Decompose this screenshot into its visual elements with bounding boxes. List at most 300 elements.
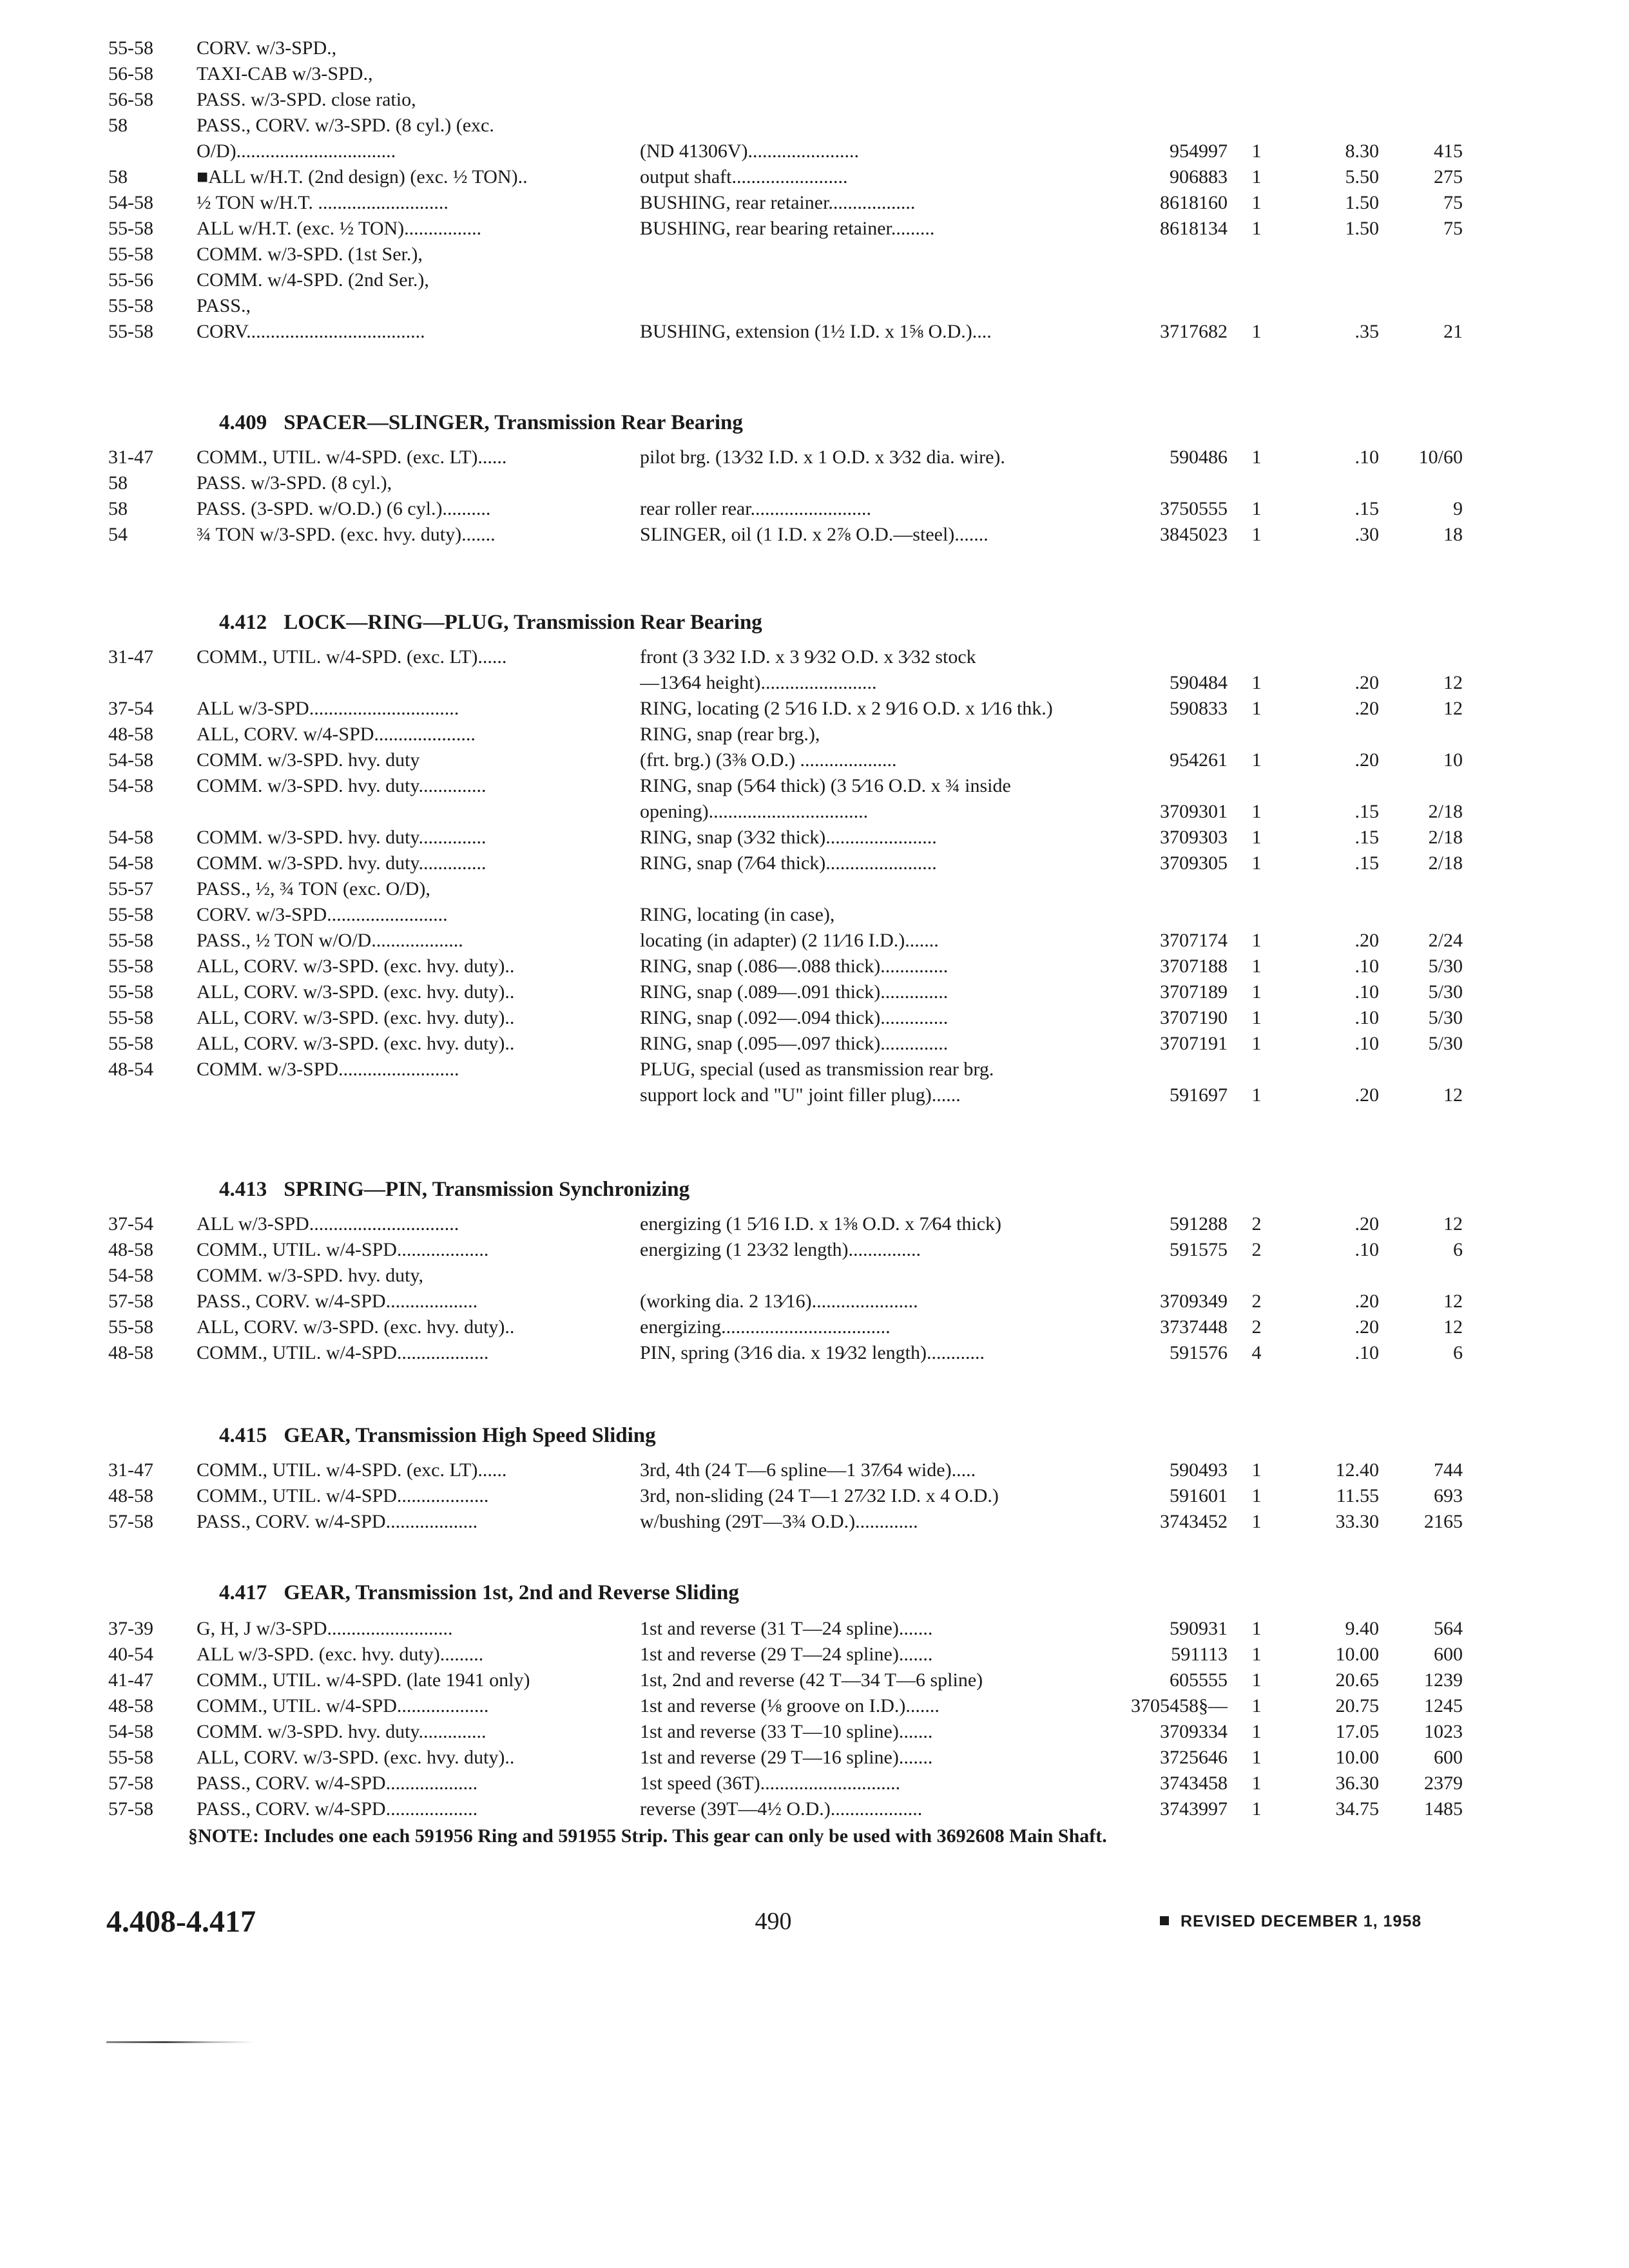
application: ALL, CORV. w/4-SPD.....................	[197, 724, 476, 745]
application: COMM., UTIL. w/4-SPD...................	[197, 1485, 489, 1506]
part-number: 3743452	[1160, 1511, 1228, 1532]
price: 8.30	[1345, 140, 1379, 162]
price: .20	[1354, 672, 1379, 693]
year-range: 55-58	[108, 218, 153, 239]
section-heading	[219, 1421, 656, 1450]
application: COMM., UTIL. w/4-SPD. (exc. LT)......	[197, 447, 507, 468]
price: 34.75	[1335, 1798, 1379, 1820]
part-number: 590931	[1170, 1618, 1228, 1639]
code: 2/18	[1428, 852, 1463, 874]
application: G, H, J w/3-SPD..........................	[197, 1618, 453, 1639]
code: 10/60	[1418, 447, 1463, 468]
part-number: 954997	[1170, 140, 1228, 162]
table-row	[0, 267, 1629, 293]
description: RING, locating (in case),	[640, 904, 835, 925]
code: 693	[1434, 1485, 1463, 1506]
parts-table	[0, 644, 1629, 1108]
table-row	[0, 1642, 1629, 1667]
price: .10	[1354, 981, 1379, 1003]
table-row	[0, 1457, 1629, 1483]
description: PLUG, special (used as transmission rear brg.	[640, 1059, 994, 1080]
quantity: 1	[1251, 827, 1262, 848]
section-heading	[219, 608, 762, 637]
part-number: 3725646	[1160, 1747, 1228, 1768]
description: energizing (1 5⁄16 I.D. x 1⅜ O.D. x 7⁄64 thick)	[640, 1213, 1002, 1235]
description: front (3 3⁄32 I.D. x 3 9⁄32 O.D. x 3⁄32 stock	[640, 646, 976, 668]
table-row	[0, 1314, 1629, 1340]
description: 3rd, 4th (24 T—6 spline—1 37⁄64 wide).....	[640, 1459, 976, 1481]
part-number: 3707189	[1160, 981, 1228, 1003]
table-row	[0, 139, 1629, 164]
quantity: 1	[1251, 1644, 1262, 1665]
quantity: 1	[1251, 1721, 1262, 1742]
table-row	[0, 670, 1629, 696]
year-range: 55-58	[108, 904, 153, 925]
description: RING, snap (rear brg.),	[640, 724, 820, 745]
quantity: 1	[1251, 1669, 1262, 1691]
year-range: 37-39	[108, 1618, 153, 1639]
table-row	[0, 319, 1629, 345]
year-range: 55-58	[108, 956, 153, 977]
description: 1st and reverse (31 T—24 spline).......	[640, 1618, 933, 1639]
part-number: 3709349	[1160, 1291, 1228, 1312]
part-number: 954261	[1170, 749, 1228, 771]
table-row	[0, 722, 1629, 747]
part-number: 3707174	[1160, 930, 1228, 951]
year-range: 54-58	[108, 1721, 153, 1742]
year-range: 56-58	[108, 63, 153, 84]
year-range: 55-58	[108, 295, 153, 316]
part-number: 3743997	[1160, 1798, 1228, 1820]
quantity: 1	[1251, 498, 1262, 519]
code: 12	[1443, 698, 1463, 719]
table-row	[0, 1340, 1629, 1366]
quantity: 1	[1251, 140, 1262, 162]
description: support lock and "U" joint filler plug)......	[640, 1084, 961, 1106]
application: COMM. w/3-SPD. hvy. duty,	[197, 1265, 423, 1286]
code: 1023	[1424, 1721, 1463, 1742]
part-number: 3709305	[1160, 852, 1228, 874]
part-number: 3709334	[1160, 1721, 1228, 1742]
description: BUSHING, rear bearing retainer.........	[640, 218, 935, 239]
year-range: 48-58	[108, 1695, 153, 1716]
code: 21	[1443, 321, 1463, 342]
application: COMM., UTIL. w/4-SPD. (exc. LT)......	[197, 1459, 507, 1481]
table-row	[0, 850, 1629, 876]
table-row	[0, 825, 1629, 850]
description: RING, snap (.086—.088 thick)..............	[640, 956, 949, 977]
price: 9.40	[1345, 1618, 1379, 1639]
application: PASS. w/3-SPD. (8 cyl.),	[197, 472, 392, 494]
description: pilot brg. (13⁄32 I.D. x 1 O.D. x 3⁄32 dia. wire).	[640, 447, 1005, 468]
part-number: 3707190	[1160, 1007, 1228, 1028]
table-row	[0, 522, 1629, 548]
table-row	[0, 1031, 1629, 1057]
application: ALL w/H.T. (exc. ½ TON)................	[197, 218, 482, 239]
table-row	[0, 87, 1629, 113]
year-range: 48-58	[108, 1342, 153, 1363]
part-number: 590484	[1170, 672, 1228, 693]
price: 36.30	[1335, 1773, 1379, 1794]
description: RING, snap (.095—.097 thick)..............	[640, 1033, 949, 1054]
quantity: 1	[1251, 166, 1262, 187]
description: locating (in adapter) (2 11⁄16 I.D.).......	[640, 930, 939, 951]
price: .15	[1354, 498, 1379, 519]
year-range: 54-58	[108, 852, 153, 874]
table-row	[0, 1693, 1629, 1719]
price: .15	[1354, 852, 1379, 874]
part-number: 590833	[1170, 698, 1228, 719]
section-title: GEAR, Transmission 1st, 2nd and Reverse Sliding	[284, 1581, 739, 1604]
quantity: 1	[1251, 524, 1262, 545]
table-row	[0, 1289, 1629, 1314]
price: .30	[1354, 524, 1379, 545]
code: 75	[1443, 218, 1463, 239]
code: 275	[1434, 166, 1463, 187]
description: 1st and reverse (33 T—10 spline).......	[640, 1721, 933, 1742]
code: 5/30	[1428, 1033, 1463, 1054]
table-row	[0, 1719, 1629, 1745]
code: 5/30	[1428, 956, 1463, 977]
code: 6	[1453, 1239, 1463, 1260]
table-row	[0, 113, 1629, 139]
section-title: SPACER—SLINGER, Transmission Rear Bearing	[284, 411, 743, 434]
application: COMM., UTIL. w/4-SPD...................	[197, 1239, 489, 1260]
application: ■ALL w/H.T. (2nd design) (exc. ½ TON)..	[197, 166, 528, 187]
table-row	[0, 902, 1629, 928]
application: COMM. w/3-SPD. hvy. duty..............	[197, 827, 487, 848]
section-heading	[219, 1175, 689, 1204]
code: 564	[1434, 1618, 1463, 1639]
description: 1st speed (36T).............................	[640, 1773, 901, 1794]
section-number: 4.415	[219, 1424, 267, 1447]
parts-table	[0, 1457, 1629, 1535]
application: ALL, CORV. w/3-SPD. (exc. hvy. duty)..	[197, 1007, 515, 1028]
table-row	[0, 470, 1629, 496]
part-number: 906883	[1170, 166, 1228, 187]
description: 1st, 2nd and reverse (42 T—34 T—6 spline)	[640, 1669, 983, 1691]
application: PASS. (3-SPD. w/O.D.) (6 cyl.)..........	[197, 498, 491, 519]
quantity: 1	[1251, 321, 1262, 342]
year-range: 48-58	[108, 1239, 153, 1260]
table-row	[0, 496, 1629, 522]
price: 12.40	[1335, 1459, 1379, 1481]
code: 75	[1443, 192, 1463, 213]
part-number: 3707188	[1160, 956, 1228, 977]
application: CORV.....................................	[197, 321, 425, 342]
quantity: 1	[1251, 447, 1262, 468]
description: rear roller rear.........................	[640, 498, 872, 519]
year-range: 54-58	[108, 775, 153, 796]
description: (ND 41306V).......................	[640, 140, 859, 162]
table-row	[0, 1237, 1629, 1263]
revision-date: REVISED DECEMBER 1, 1958	[1181, 1912, 1422, 1930]
year-range: 55-57	[108, 878, 153, 899]
quantity: 1	[1251, 672, 1262, 693]
quantity: 1	[1251, 1798, 1262, 1820]
quantity: 1	[1251, 698, 1262, 719]
year-range: 31-47	[108, 447, 153, 468]
application: COMM., UTIL. w/4-SPD. (exc. LT)......	[197, 646, 507, 668]
code: 6	[1453, 1342, 1463, 1363]
part-number: 3750555	[1160, 498, 1228, 519]
part-number: 8618134	[1160, 218, 1228, 239]
quantity: 1	[1251, 1618, 1262, 1639]
table-row	[0, 773, 1629, 799]
application: ALL w/3-SPD...............................	[197, 698, 459, 719]
table-row	[0, 216, 1629, 242]
description: 1st and reverse (29 T—16 spline).......	[640, 1747, 933, 1768]
quantity: 1	[1251, 1007, 1262, 1028]
application: PASS., CORV. w/4-SPD...................	[197, 1511, 478, 1532]
year-range: 55-58	[108, 244, 153, 265]
price: .10	[1354, 956, 1379, 977]
application: PASS., CORV. w/3-SPD. (8 cyl.) (exc.	[197, 115, 494, 136]
section-heading	[219, 1579, 739, 1607]
year-range: 55-58	[108, 981, 153, 1003]
description: 3rd, non-sliding (24 T—1 27⁄32 I.D. x 4 O.D.)	[640, 1485, 999, 1506]
table-row	[0, 696, 1629, 722]
description: (frt. brg.) (3⅜ O.D.) ....................	[640, 749, 897, 771]
quantity: 1	[1251, 1773, 1262, 1794]
table-row	[0, 445, 1629, 470]
parts-table	[0, 1211, 1629, 1366]
price: .10	[1354, 1342, 1379, 1363]
application: COMM. w/3-SPD. hvy. duty	[197, 749, 420, 771]
year-range: 41-47	[108, 1669, 153, 1691]
description: 1st and reverse (29 T—24 spline).......	[640, 1644, 933, 1665]
application: PASS.,	[197, 295, 251, 316]
description: SLINGER, oil (1 I.D. x 2⅞ O.D.—steel).......	[640, 524, 988, 545]
part-number: 591575	[1170, 1239, 1228, 1260]
table-row	[0, 35, 1629, 61]
application: O/D).................................	[197, 140, 396, 162]
year-range: 55-58	[108, 930, 153, 951]
table-row	[0, 747, 1629, 773]
code: 12	[1443, 672, 1463, 693]
application: ALL, CORV. w/3-SPD. (exc. hvy. duty)..	[197, 981, 515, 1003]
price: .35	[1354, 321, 1379, 342]
price: .15	[1354, 801, 1379, 822]
year-range: 57-58	[108, 1773, 153, 1794]
description: w/bushing (29T—3¾ O.D.).............	[640, 1511, 918, 1532]
table-row	[0, 242, 1629, 267]
year-range: 48-58	[108, 724, 153, 745]
application: PASS., ½, ¾ TON (exc. O/D),	[197, 878, 430, 899]
year-range: 40-54	[108, 1644, 153, 1665]
year-range: 55-58	[108, 1316, 153, 1338]
quantity: 1	[1251, 218, 1262, 239]
parts-table	[0, 35, 1629, 345]
application: PASS., ½ TON w/O/D...................	[197, 930, 463, 951]
quantity: 1	[1251, 981, 1262, 1003]
application: ALL w/3-SPD. (exc. hvy. duty).........	[197, 1644, 484, 1665]
year-range: 54-58	[108, 1265, 153, 1286]
year-range: 31-47	[108, 646, 153, 668]
code: 2/24	[1428, 930, 1463, 951]
price: .20	[1354, 930, 1379, 951]
application: COMM., UTIL. w/4-SPD...................	[197, 1695, 489, 1716]
part-number: 8618160	[1160, 192, 1228, 213]
price: .15	[1354, 827, 1379, 848]
table-row	[0, 1005, 1629, 1031]
code: 2165	[1424, 1511, 1463, 1532]
price: 10.00	[1335, 1644, 1379, 1665]
year-range: 55-58	[108, 321, 153, 342]
quantity: 4	[1251, 1342, 1262, 1363]
table-row	[0, 1057, 1629, 1082]
application: PASS., CORV. w/4-SPD...................	[197, 1798, 478, 1820]
price: 1.50	[1345, 192, 1379, 213]
part-number: 591288	[1170, 1213, 1228, 1235]
code: 9	[1453, 498, 1463, 519]
application: ALL, CORV. w/3-SPD. (exc. hvy. duty)..	[197, 1316, 515, 1338]
year-range: 54	[108, 524, 128, 545]
table-row	[0, 876, 1629, 902]
year-range: 37-54	[108, 1213, 153, 1235]
application: COMM. w/4-SPD. (2nd Ser.),	[197, 269, 429, 291]
code: 12	[1443, 1291, 1463, 1312]
page-number: 490	[755, 1908, 792, 1935]
year-range: 54-58	[108, 827, 153, 848]
year-range: 58	[108, 115, 128, 136]
description: reverse (39T—4½ O.D.)...................	[640, 1798, 923, 1820]
description: RING, snap (.089—.091 thick)..............	[640, 981, 949, 1003]
revision-note	[1160, 1912, 1422, 1931]
quantity: 1	[1251, 1033, 1262, 1054]
quantity: 1	[1251, 956, 1262, 977]
part-number: 3743458	[1160, 1773, 1228, 1794]
price: .10	[1354, 1007, 1379, 1028]
year-range: 48-58	[108, 1485, 153, 1506]
description: output shaft........................	[640, 166, 848, 187]
table-row	[0, 61, 1629, 87]
code: 1245	[1424, 1695, 1463, 1716]
part-number: 3717682	[1160, 321, 1228, 342]
section-title: GEAR, Transmission High Speed Sliding	[284, 1424, 656, 1447]
code: 12	[1443, 1316, 1463, 1338]
description: RING, snap (.092—.094 thick)..............	[640, 1007, 949, 1028]
price: .20	[1354, 1084, 1379, 1106]
price: 11.55	[1336, 1485, 1379, 1506]
quantity: 1	[1251, 1084, 1262, 1106]
year-range: 55-58	[108, 37, 153, 59]
price: 5.50	[1345, 166, 1379, 187]
footnote: §NOTE: Includes one each 591956 Ring and 591955 Strip. This gear can only be used with 3692608 Main Shaft.	[188, 1825, 1107, 1847]
price: 20.65	[1335, 1669, 1379, 1691]
part-number: 591113	[1171, 1644, 1228, 1665]
application: COMM., UTIL. w/4-SPD. (late 1941 only)	[197, 1669, 530, 1691]
table-row	[0, 1483, 1629, 1509]
application: ALL, CORV. w/3-SPD. (exc. hvy. duty)..	[197, 1033, 515, 1054]
part-number: 591697	[1170, 1084, 1228, 1106]
code: 5/30	[1428, 981, 1463, 1003]
part-number: 3737448	[1160, 1316, 1228, 1338]
parts-table	[0, 445, 1629, 548]
table-row	[0, 928, 1629, 954]
price: .10	[1354, 447, 1379, 468]
section-title: SPRING—PIN, Transmission Synchronizing	[284, 1178, 690, 1201]
code: 18	[1443, 524, 1463, 545]
quantity: 1	[1251, 749, 1262, 771]
price: 33.30	[1335, 1511, 1379, 1532]
price: 1.50	[1345, 218, 1379, 239]
quantity: 1	[1251, 1747, 1262, 1768]
description: RING, snap (7⁄64 thick).......................	[640, 852, 937, 874]
table-row	[0, 1509, 1629, 1535]
parts-table	[0, 1616, 1629, 1822]
year-range: 55-58	[108, 1033, 153, 1054]
scan-smudge	[106, 2041, 255, 2043]
quantity: 1	[1251, 192, 1262, 213]
quantity: 1	[1251, 1485, 1262, 1506]
part-number: 591601	[1170, 1485, 1228, 1506]
quantity: 1	[1251, 1695, 1262, 1716]
quantity: 2	[1251, 1239, 1262, 1260]
application: ¾ TON w/3-SPD. (exc. hvy. duty).......	[197, 524, 496, 545]
quantity: 1	[1251, 1459, 1262, 1481]
year-range: 54-58	[108, 749, 153, 771]
year-range: 54-58	[108, 192, 153, 213]
code: 2379	[1424, 1773, 1463, 1794]
year-range: 58	[108, 166, 128, 187]
bullet-square-icon	[1160, 1916, 1169, 1925]
table-row	[0, 1771, 1629, 1796]
application: COMM. w/3-SPD.........................	[197, 1059, 459, 1080]
section-number: 4.417	[219, 1581, 267, 1604]
table-row	[0, 1082, 1629, 1108]
table-row	[0, 954, 1629, 979]
description: PIN, spring (3⁄16 dia. x 19⁄32 length)............	[640, 1342, 985, 1363]
year-range: 37-54	[108, 698, 153, 719]
price: .10	[1354, 1033, 1379, 1054]
code: 415	[1434, 140, 1463, 162]
application: ½ TON w/H.T. ...........................	[197, 192, 448, 213]
price: 20.75	[1335, 1695, 1379, 1716]
code: 600	[1434, 1747, 1463, 1768]
quantity: 2	[1251, 1213, 1262, 1235]
table-row	[0, 1263, 1629, 1289]
section-number: 4.413	[219, 1178, 267, 1201]
description: 1st and reverse (⅛ groove on I.D.).......	[640, 1695, 940, 1716]
table-row	[0, 1667, 1629, 1693]
part-number: 591576	[1170, 1342, 1228, 1363]
table-row	[0, 293, 1629, 319]
application: COMM. w/3-SPD. (1st Ser.),	[197, 244, 423, 265]
application: PASS., CORV. w/4-SPD...................	[197, 1291, 478, 1312]
code: 2/18	[1428, 801, 1463, 822]
year-range: 57-58	[108, 1291, 153, 1312]
quantity: 2	[1251, 1291, 1262, 1312]
application: COMM. w/3-SPD. hvy. duty..............	[197, 852, 487, 874]
year-range: 58	[108, 498, 128, 519]
section-range: 4.408-4.417	[106, 1905, 256, 1939]
description: —13⁄64 height)........................	[640, 672, 877, 693]
table-row	[0, 644, 1629, 670]
price: .20	[1354, 1291, 1379, 1312]
description: BUSHING, extension (1½ I.D. x 1⅝ O.D.)....	[640, 321, 992, 342]
price: .20	[1354, 1316, 1379, 1338]
description: (working dia. 2 13⁄16)......................	[640, 1291, 918, 1312]
year-range: 31-47	[108, 1459, 153, 1481]
description: energizing (1 23⁄32 length)...............	[640, 1239, 921, 1260]
code: 1485	[1424, 1798, 1463, 1820]
description: RING, snap (5⁄64 thick) (3 5⁄16 O.D. x ¾ inside	[640, 775, 1011, 796]
price: .20	[1354, 1213, 1379, 1235]
description: RING, snap (3⁄32 thick).......................	[640, 827, 937, 848]
section-title: LOCK—RING—PLUG, Transmission Rear Bearing	[284, 611, 762, 634]
quantity: 2	[1251, 1316, 1262, 1338]
